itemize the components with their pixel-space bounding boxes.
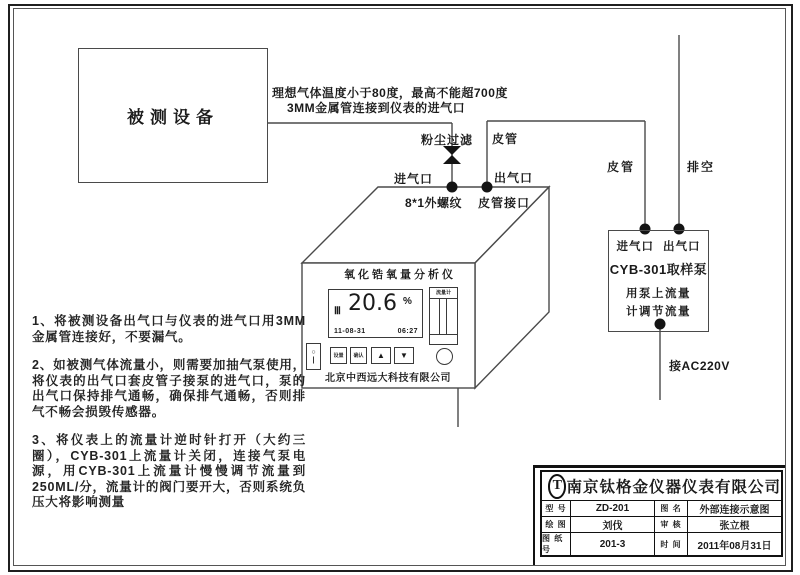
lcd-unit: %: [403, 296, 412, 307]
pipe-note-line2: 3MM金属管连接到仪表的进气口: [287, 101, 466, 115]
title-block-row: [542, 501, 781, 517]
tested-device-box: [78, 48, 268, 183]
title-block-row: [542, 517, 781, 533]
model-value: ZD-201: [571, 501, 655, 516]
lcd-time: 06:27: [397, 328, 418, 335]
date-label: 时 间: [655, 533, 688, 555]
reviewer-value: 张立根: [719, 521, 750, 532]
hose-top-label: 皮管: [492, 132, 519, 146]
up-button[interactable]: ▲: [371, 347, 391, 364]
model-label: 型 号: [542, 501, 571, 516]
power-on-symbol: |: [312, 356, 315, 364]
date-value: 2011年08月31日: [697, 540, 772, 552]
title-block-row: [542, 533, 781, 555]
inlet-connection-dot: [447, 182, 458, 193]
company-name: 南京钛格金仪器仪表有限公司: [566, 479, 781, 496]
sheet-number-value: 201-3: [571, 533, 655, 555]
reviewer-label: 审 核: [655, 517, 688, 532]
down-button[interactable]: ▼: [394, 347, 414, 364]
flowmeter: [429, 287, 458, 345]
sheet-number-label: 图 纸 号: [542, 533, 571, 555]
pump-name: CYB-301取样泵: [609, 262, 708, 277]
pump-inlet-label: 进气口: [616, 241, 654, 253]
dust-filter-valve-icon: [443, 155, 461, 164]
instruction-2: 2、如被测气体流量小，则需要加抽气泵使用，将仪表的出气口套皮管子接泵的进气口，泵的出气口保持排气通畅，确保排气通畅，否则排气不畅会损毁传感器。: [32, 358, 306, 419]
flowmeter-knob[interactable]: [436, 348, 453, 365]
outlet-connection-dot: [482, 182, 493, 193]
drawing-name-value: 外部连接示意图: [699, 505, 770, 516]
instructions-block: [32, 314, 306, 524]
analyzer-title: 氧化锆氧量分析仪: [344, 269, 456, 281]
power-off-symbol: ○: [311, 348, 316, 356]
set-button[interactable]: 设置: [330, 347, 347, 364]
instruction-3: 3、将仪表上的流量计逆时针打开（大约三圈），CYB-301上流量计关闭，连接气泵电源，用CYB-301上流量计慢慢调节流量到250ML/分，流量计的阀门要开大，否则系统负压大将影响测量: [32, 433, 306, 509]
power-switch[interactable]: [306, 343, 321, 370]
drafter-value: 刘伐: [571, 517, 655, 532]
hose-connector-label: 皮管接口: [478, 196, 531, 210]
analyzer-brand: 北京中西远大科技有限公司: [325, 373, 451, 384]
lcd-date: 11-08-31: [334, 328, 366, 335]
analyzer-inlet-label: 进气口: [394, 172, 434, 186]
pipe-note-line1: 理想气体温度小于80度，最高不能超700度: [272, 86, 508, 100]
vent-label: 排空: [687, 160, 716, 174]
pump-outlet-label: 出气口: [663, 241, 701, 253]
dust-filter-label: 粉尘过滤: [421, 133, 474, 147]
company-logo: T: [548, 474, 566, 499]
drafter-label: 绘 图: [542, 517, 571, 532]
flowmeter-footer-line: [430, 334, 457, 335]
thread-label: 8*1外螺纹: [405, 196, 463, 210]
title-block-left-line: [533, 465, 535, 565]
hose-right-label: 皮管: [607, 160, 636, 174]
flowmeter-label: 流量计: [430, 288, 457, 299]
pump-note-line1: 用泵上流量: [626, 288, 691, 300]
ac-power-label: 接AC220V: [669, 359, 730, 373]
analyzer-lcd: [328, 289, 423, 338]
sampling-pump-box: [608, 230, 709, 332]
instruction-1: 1、将被测设备出气口与仪表的进气口用3MM金属管连接好，不要漏气。: [32, 314, 306, 344]
flowmeter-tube-line: [446, 299, 447, 334]
title-block-top-line: [533, 465, 785, 468]
title-block: [540, 470, 783, 557]
drawing-name-label: 图 名: [655, 501, 688, 516]
tested-device-label: 被测设备: [127, 108, 219, 127]
flowmeter-tube-line: [439, 299, 440, 334]
confirm-button[interactable]: 确认: [350, 347, 367, 364]
lcd-bars-icon: Ⅲ: [334, 306, 341, 317]
analyzer-outlet-label: 出气口: [494, 171, 534, 185]
lcd-value: 20.6: [348, 291, 397, 316]
pump-note-line2: 计调节流量: [626, 306, 691, 318]
